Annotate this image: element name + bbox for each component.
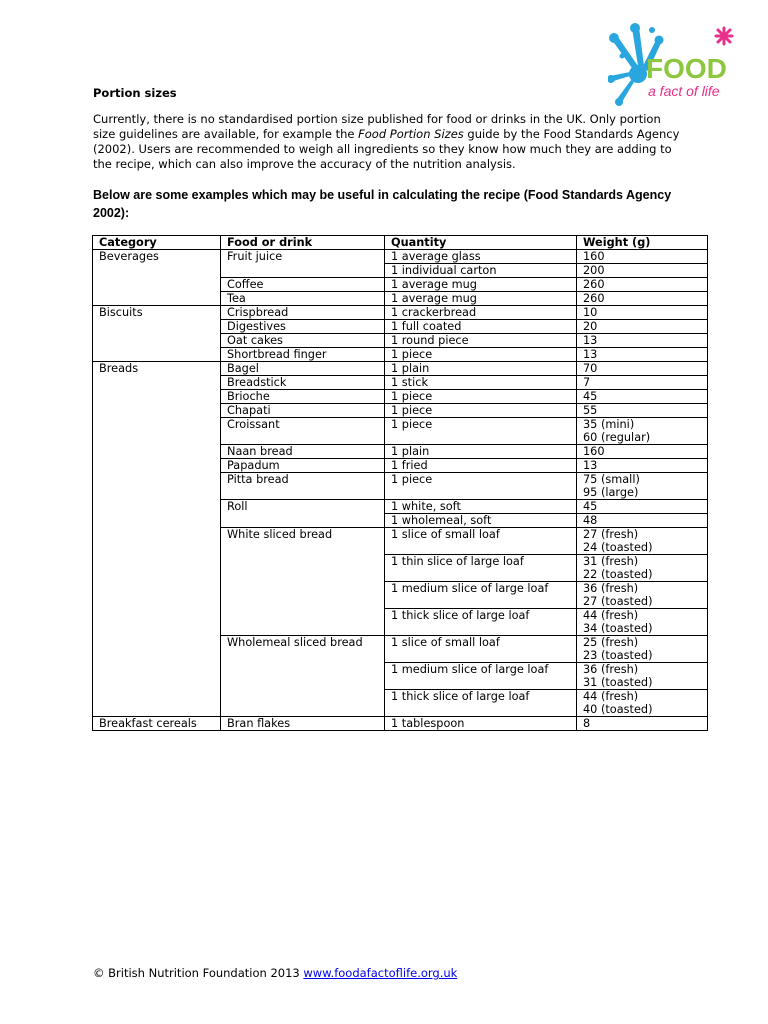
table-row	[93, 250, 708, 264]
footer	[93, 966, 457, 980]
cell-line: 34 (toasted)	[583, 622, 653, 635]
cell-line: 27 (toasted)	[583, 595, 653, 608]
quantity-cell: 1 thin slice of large loaf	[385, 555, 577, 582]
cell-line: 25 (fresh)	[583, 636, 639, 649]
portion-sizes-table	[92, 235, 708, 731]
weight-cell: 13	[577, 348, 708, 362]
weight-cell: 8	[577, 717, 708, 731]
cell-line: 23 (toasted)	[583, 649, 653, 662]
cell-line: 95 (large)	[583, 486, 639, 499]
quantity-cell: 1 individual carton	[385, 264, 577, 278]
weight-cell	[577, 418, 708, 445]
cell-line: 44 (fresh)	[583, 690, 639, 703]
weight-cell: 7	[577, 376, 708, 390]
food-cell: Pitta bread	[221, 473, 385, 500]
intro-text-2: guide by the Food Standards Agency (2002). Users are recommended to weigh all ingredients so they know how much they are adding to the recipe, which can also improve the accuracy of the nutrition analysis.	[93, 127, 680, 171]
weight-cell: 160	[577, 250, 708, 264]
weight-cell	[577, 582, 708, 609]
weight-cell	[577, 555, 708, 582]
cell-line: 60 (regular)	[583, 431, 651, 444]
quantity-cell: 1 round piece	[385, 334, 577, 348]
food-cell: White sliced bread	[221, 528, 385, 636]
weight-cell: 160	[577, 445, 708, 459]
intro-text-1: Currently, there is no standardised portion size published for food or drinks in the UK. Only portion size guidelines are available, for example the	[93, 112, 661, 141]
table-row	[93, 306, 708, 320]
intro-guide-title: Food Portion Sizes	[358, 127, 464, 141]
quantity-cell: 1 white, soft	[385, 500, 577, 514]
quantity-cell: 1 slice of small loaf	[385, 528, 577, 555]
weight-cell	[577, 663, 708, 690]
quantity-cell: 1 stick	[385, 376, 577, 390]
page-heading: Portion sizes	[93, 86, 177, 100]
weight-cell: 13	[577, 459, 708, 473]
quantity-cell: 1 crackerbread	[385, 306, 577, 320]
header-quantity: Quantity	[385, 236, 577, 250]
logo-word: FOOD	[646, 53, 727, 84]
food-cell: Chapati	[221, 404, 385, 418]
food-cell: Naan bread	[221, 445, 385, 459]
food-cell: Croissant	[221, 418, 385, 445]
lead-sentence: Below are some examples which may be useful in calculating the recipe (Food Standards Agency 2002):	[93, 188, 672, 220]
cell-line: 75 (small)	[583, 473, 640, 486]
food-cell: Coffee	[221, 278, 385, 292]
quantity-cell: 1 average mug	[385, 278, 577, 292]
quantity-cell: 1 piece	[385, 348, 577, 362]
food-cell: Digestives	[221, 320, 385, 334]
header-category: Category	[93, 236, 221, 250]
food-cell: Roll	[221, 500, 385, 528]
footer-website-link[interactable]: www.foodafactoflife.org.uk	[303, 966, 458, 980]
food-cell: Oat cakes	[221, 334, 385, 348]
quantity-cell: 1 piece	[385, 404, 577, 418]
food-cell: Fruit juice	[221, 250, 385, 278]
food-cell: Crispbread	[221, 306, 385, 320]
category-cell: Beverages	[93, 250, 221, 306]
cell-line: 36 (fresh)	[583, 663, 639, 676]
category-cell: Biscuits	[93, 306, 221, 362]
footer-copyright: © British Nutrition Foundation 2013	[93, 966, 304, 980]
cell-line: 36 (fresh)	[583, 582, 639, 595]
food-cell: Brioche	[221, 390, 385, 404]
weight-cell	[577, 473, 708, 500]
weight-cell: 20	[577, 320, 708, 334]
quantity-cell: 1 piece	[385, 473, 577, 500]
logo-splash-icon	[608, 22, 744, 108]
header-food-or-drink: Food or drink	[221, 236, 385, 250]
quantity-cell: 1 medium slice of large loaf	[385, 582, 577, 609]
quantity-cell: 1 tablespoon	[385, 717, 577, 731]
weight-cell	[577, 636, 708, 663]
quantity-cell: 1 slice of small loaf	[385, 636, 577, 663]
weight-cell: 70	[577, 362, 708, 376]
food-cell: Shortbread finger	[221, 348, 385, 362]
food-cell: Tea	[221, 292, 385, 306]
quantity-cell: 1 average mug	[385, 292, 577, 306]
quantity-cell: 1 fried	[385, 459, 577, 473]
cell-line: 44 (fresh)	[583, 609, 639, 622]
category-cell: Breakfast cereals	[93, 717, 221, 731]
quantity-cell: 1 medium slice of large loaf	[385, 663, 577, 690]
quantity-cell: 1 thick slice of large loaf	[385, 609, 577, 636]
weight-cell: 45	[577, 500, 708, 514]
weight-cell: 10	[577, 306, 708, 320]
food-a-fact-of-life-logo	[608, 22, 744, 108]
quantity-cell: 1 plain	[385, 362, 577, 376]
weight-cell: 260	[577, 278, 708, 292]
cell-line: 22 (toasted)	[583, 568, 653, 581]
cell-line: 31 (fresh)	[583, 555, 639, 568]
weight-cell: 260	[577, 292, 708, 306]
weight-cell	[577, 690, 708, 717]
weight-cell	[577, 609, 708, 636]
header-weight: Weight (g)	[577, 236, 708, 250]
food-cell: Papadum	[221, 459, 385, 473]
weight-cell	[577, 528, 708, 555]
table-body	[93, 250, 708, 731]
quantity-cell: 1 thick slice of large loaf	[385, 690, 577, 717]
weight-cell: 13	[577, 334, 708, 348]
table-header-row	[93, 236, 708, 250]
food-cell: Bagel	[221, 362, 385, 376]
intro-paragraph	[93, 112, 683, 172]
table-row	[93, 362, 708, 376]
weight-cell: 48	[577, 514, 708, 528]
cell-line: 27 (fresh)	[583, 528, 639, 541]
quantity-cell: 1 average glass	[385, 250, 577, 264]
category-cell: Breads	[93, 362, 221, 717]
food-cell: Wholemeal sliced bread	[221, 636, 385, 717]
quantity-cell: 1 piece	[385, 390, 577, 404]
weight-cell: 55	[577, 404, 708, 418]
weight-cell: 200	[577, 264, 708, 278]
logo-tagline: a fact of life	[648, 83, 720, 99]
weight-cell: 45	[577, 390, 708, 404]
food-cell: Breadstick	[221, 376, 385, 390]
food-cell: Bran flakes	[221, 717, 385, 731]
quantity-cell: 1 plain	[385, 445, 577, 459]
cell-line: 24 (toasted)	[583, 541, 653, 554]
quantity-cell: 1 piece	[385, 418, 577, 445]
cell-line: 35 (mini)	[583, 418, 635, 431]
quantity-cell: 1 wholemeal, soft	[385, 514, 577, 528]
cell-line: 40 (toasted)	[583, 703, 653, 716]
table-row	[93, 717, 708, 731]
cell-line: 31 (toasted)	[583, 676, 653, 689]
quantity-cell: 1 full coated	[385, 320, 577, 334]
